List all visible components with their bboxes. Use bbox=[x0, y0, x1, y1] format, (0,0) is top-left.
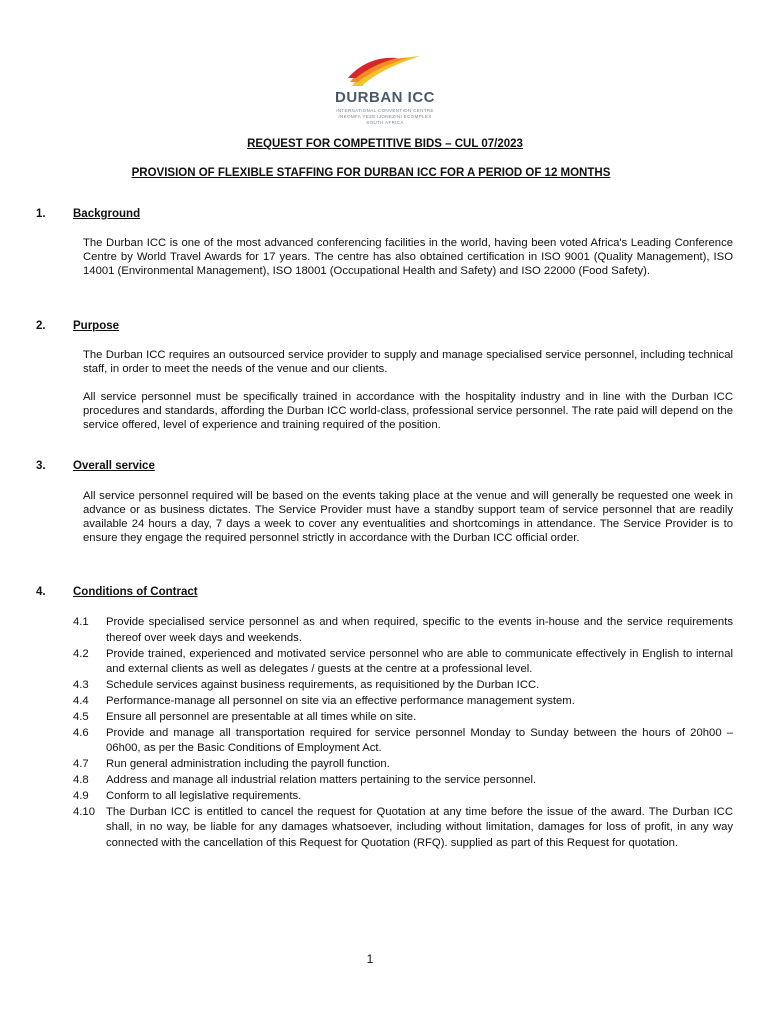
list-item bbox=[73, 678, 733, 694]
item-number: 4.9 bbox=[73, 789, 89, 802]
item-number: 4.2 bbox=[73, 647, 89, 660]
item-number: 4.4 bbox=[73, 694, 89, 707]
background-paragraph: The Durban ICC is one of the most advanced conferencing facilities in the world, having been voted Africa's Leading Conference Centre by World Travel Awards for 17 years. The centre has also obtained certification in ISO 9001 (Quality Management), ISO 14001 (Environmental Management), ISO 18001 (Occupational Health and Safety) and ISO 22000 (Food Safety). bbox=[83, 237, 733, 277]
logo-swoosh-icon bbox=[348, 52, 422, 88]
item-text: Provide and manage all transportation required for service personnel Monday to Sunday between the hours of 20h00 – 06h00, as per the Basic Conditions of Employment Act. bbox=[106, 726, 733, 755]
purpose-paragraph: All service personnel must be specifically trained in accordance with the hospitality industry and in line with the Durban ICC procedures and standards, affording the Durban ICC world-class, professional service personnel. The rate paid will depend on the service offered, level of experience and training required of the position. bbox=[83, 391, 733, 431]
section-number: 1. bbox=[36, 208, 46, 220]
item-number: 4.8 bbox=[73, 773, 89, 786]
section-heading-purpose: Purpose bbox=[73, 320, 120, 332]
section-heading-overall-service: Overall service bbox=[73, 460, 155, 472]
item-number: 4.6 bbox=[73, 726, 89, 739]
section-heading-conditions: Conditions of Contract bbox=[73, 586, 198, 598]
list-item bbox=[73, 710, 733, 726]
section-number: 2. bbox=[36, 320, 46, 332]
item-text: Provide specialised service personnel as and when required, specific to the events in-house and the service requirements thereof over week days and weekends. bbox=[106, 616, 733, 644]
item-text: Performance-manage all personnel on site via an effective performance management system. bbox=[106, 694, 575, 707]
section-number: 4. bbox=[36, 586, 46, 598]
logo-subtitle-line: INKOMFA YEZE IJONEZINI ECOMPLEX bbox=[338, 114, 432, 119]
list-item bbox=[73, 694, 733, 710]
logo-title: DURBAN ICC bbox=[335, 89, 435, 106]
list-item bbox=[73, 773, 733, 789]
logo-subtitle-line: SOUTH AFRICA bbox=[366, 120, 404, 125]
item-number: 4.10 bbox=[73, 805, 95, 818]
document-subtitle: PROVISION OF FLEXIBLE STAFFING FOR DURBAN ICC FOR A PERIOD OF 12 MONTHS bbox=[131, 167, 611, 179]
list-item bbox=[73, 789, 733, 805]
page-number: 1 bbox=[366, 952, 374, 966]
durban-icc-logo bbox=[300, 52, 470, 128]
item-text: The Durban ICC is entitled to cancel the request for Quotation at any time before the issue of the award. The Durban ICC shall, in no way, be liable for any damages whatsoever, including without limitation, damages for loss of profit, in any way connected with the cancellation of this Request for Quotation (RFQ). supplied as part of this Request for quotation. bbox=[106, 805, 733, 850]
list-item bbox=[73, 726, 733, 758]
item-text: Address and manage all industrial relation matters pertaining to the service personnel. bbox=[106, 773, 537, 786]
list-item bbox=[73, 647, 733, 679]
logo-subtitle-line: INTERNATIONAL CONVENTION CENTRE bbox=[336, 108, 434, 113]
item-number: 4.1 bbox=[73, 616, 89, 628]
item-text: Ensure all personnel are presentable at all times while on site. bbox=[106, 710, 417, 723]
list-item bbox=[73, 757, 733, 773]
item-text: Provide trained, experienced and motivated service personnel who are able to communicate effectively in English to internal and external clients as well as delegates / guests at the centre at a professional level. bbox=[106, 647, 733, 676]
item-number: 4.5 bbox=[73, 710, 89, 723]
section-heading-background: Background bbox=[73, 208, 141, 220]
purpose-paragraph: The Durban ICC requires an outsourced service provider to supply and manage specialised service personnel, including technical staff, in order to meet the needs of the venue and our clients. bbox=[83, 349, 733, 375]
item-text: Schedule services against business requirements, as requisitioned by the Durban ICC. bbox=[106, 679, 540, 692]
item-text: Conform to all legislative requirements. bbox=[106, 789, 302, 802]
overall-service-paragraph: All service personnel required will be based on the events taking place at the venue and will generally be requested one week in advance or as business dictates. The Service Provider must have a standby support team of service personnel that are readily available 24 hours a day, 7 days a week to cover any eventualities and shortcomings in attendance. The Service Provider is to ensure they engage the required personnel strictly in accordance with the Durban ICC official order. bbox=[83, 490, 733, 544]
list-item bbox=[73, 805, 733, 852]
item-text: Run general administration including the payroll function. bbox=[106, 758, 390, 771]
section-number: 3. bbox=[36, 460, 46, 472]
conditions-list bbox=[73, 615, 733, 852]
list-item bbox=[73, 615, 733, 647]
document-title: REQUEST FOR COMPETITIVE BIDS – CUL 07/2023 bbox=[247, 138, 523, 150]
item-number: 4.7 bbox=[73, 758, 89, 771]
item-number: 4.3 bbox=[73, 679, 89, 692]
